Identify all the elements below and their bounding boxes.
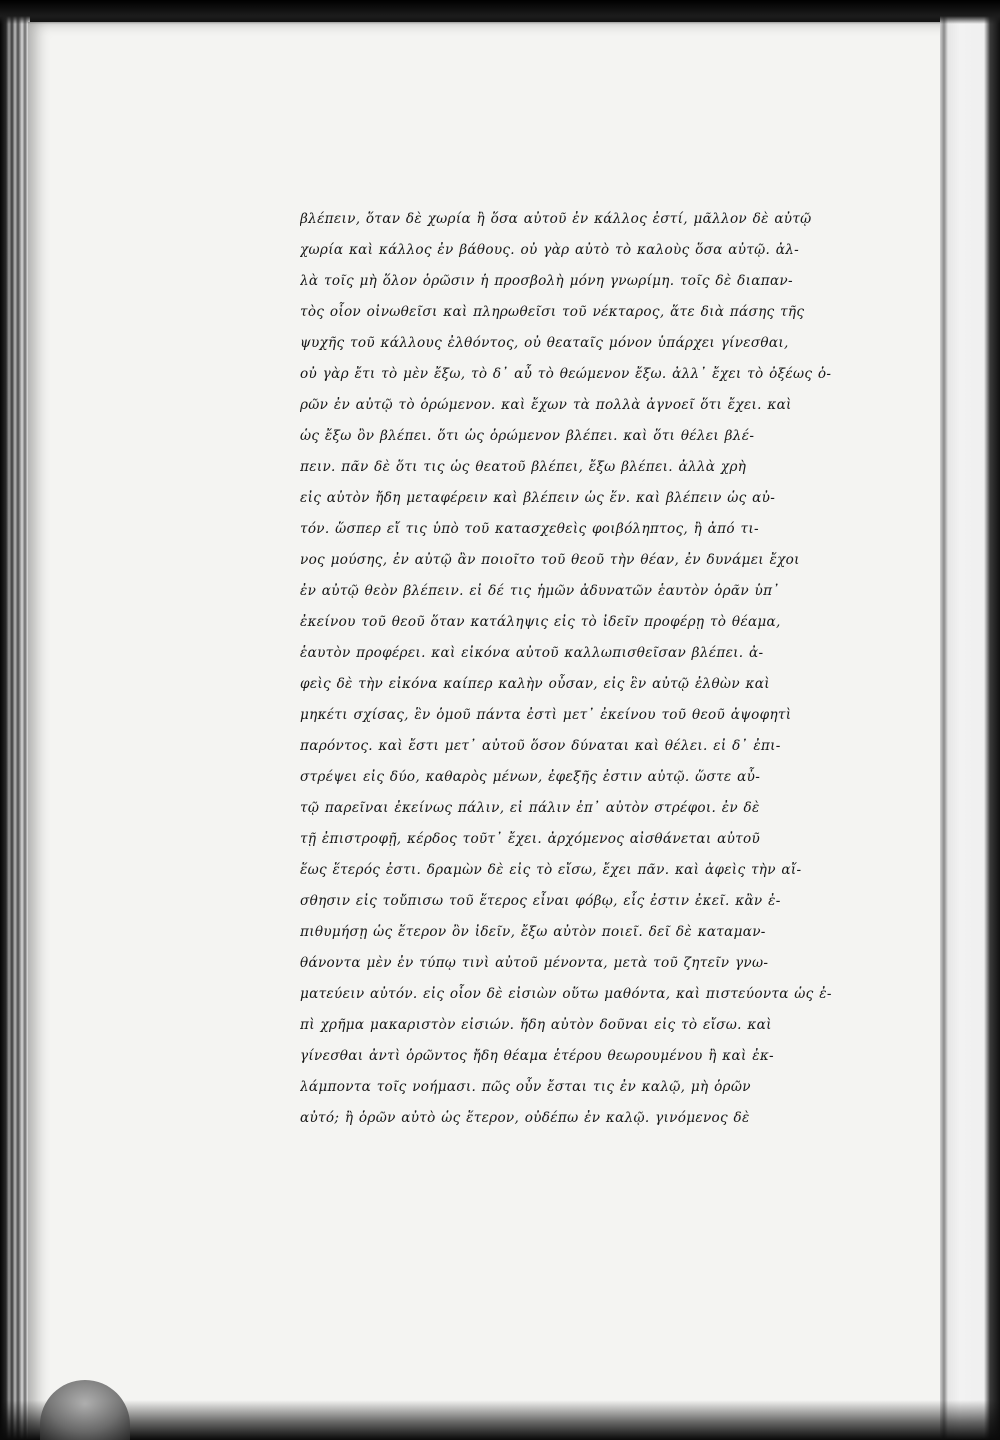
book-binding-left (0, 0, 30, 1440)
text-line: βλέπειν, ὅταν δὲ χωρία ἢ ὅσα αὐτοῦ ἐν κάλλος ἐστί, μᾶλλον δὲ αὐτῷ (300, 211, 812, 227)
text-line: οὐ γὰρ ἔτι τὸ μὲν ἔξω, τὸ δ᾽ αὖ τὸ θεώμενον ἔξω. ἀλλ᾽ ἔχει τὸ ὀξέως ὁ- (300, 366, 832, 382)
text-line: γίνεσθαι ἀντὶ ὁρῶντος ἤδη θέαμα ἑτέρου θεωρουμένου ἢ καὶ ἐκ- (300, 1048, 774, 1064)
text-line: νος μούσης, ἐν αὐτῷ ἂν ποιοῖτο τοῦ θεοῦ τὴν θέαν, ἐν δυνάμει ἔχοι (300, 552, 800, 568)
text-line: σθησιν εἰς τοὔπισω τοῦ ἕτερος εἶναι φόβῳ, εἷς ἐστιν ἐκεῖ. κἂν ἐ- (300, 893, 781, 909)
text-line: εἰς αὐτὸν ἤδη μεταφέρειν καὶ βλέπειν ὡς ἕν. καὶ βλέπειν ὡς αὐ- (300, 490, 776, 506)
text-line: λάμποντα τοῖς νοήμασι. πῶς οὖν ἔσται τις ἐν καλῷ, μὴ ὁρῶν (300, 1079, 751, 1095)
text-line: τῇ ἐπιστροφῇ, κέρδος τοῦτ᾽ ἔχει. ἀρχόμενος αἰσθάνεται αὐτοῦ (300, 831, 761, 847)
bottom-shadow (0, 1400, 1000, 1440)
handwritten-text-block (300, 204, 840, 1134)
text-line: ἐκείνου τοῦ θεοῦ ὅταν κατάληψις εἰς τὸ ἰδεῖν προφέρῃ τὸ θέαμα, (300, 614, 781, 630)
text-line: ψυχῆς τοῦ κάλλους ἐλθόντος, οὐ θεαταῖς μόνον ὑπάρχει γίνεσθαι, (300, 335, 789, 351)
text-line: χωρία καὶ κάλλος ἐν βάθους. οὐ γὰρ αὐτὸ τὸ καλοὺς ὅσα αὐτῷ. ἀλ- (300, 242, 800, 258)
text-line: λὰ τοῖς μὴ ὅλον ὁρῶσιν ἡ προσβολὴ μόνη γνωρίμη. τοῖς δὲ διαπαν- (300, 273, 793, 289)
text-line: θάνοντα μὲν ἐν τύπῳ τινὶ αὐτοῦ μένοντα, μετὰ τοῦ ζητεῖν γνω- (300, 955, 769, 971)
text-line: ὡς ἔξω ὂν βλέπει. ὅτι ὡς ὁρώμενον βλέπει. καὶ ὅτι θέλει βλέ- (300, 428, 755, 444)
text-line: στρέψει εἰς δύο, καθαρὸς μένων, ἐφεξῆς ἐστιν αὐτῷ. ὥστε αὖ- (300, 769, 761, 785)
text-line: τόν. ὥσπερ εἴ τις ὑπὸ τοῦ κατασχεθεὶς φοιβόληπτος, ἢ ἀπό τι- (300, 521, 759, 537)
text-line: ἕως ἕτερός ἐστι. δραμὼν δὲ εἰς τὸ εἴσω, ἔχει πᾶν. καὶ ἀφεὶς τὴν αἴ- (300, 862, 802, 878)
text-line: μηκέτι σχίσας, ἓν ὁμοῦ πάντα ἐστὶ μετ᾽ ἐκείνου τοῦ θεοῦ ἀψοφητὶ (300, 707, 792, 723)
text-line: πειν. πᾶν δὲ ὅτι τις ὡς θεατοῦ βλέπει, ἔξω βλέπει. ἀλλὰ χρὴ (300, 459, 747, 475)
text-line: πὶ χρῆμα μακαριστὸν εἰσιών. ἤδη αὐτὸν δοῦναι εἰς τὸ εἴσω. καὶ (300, 1017, 772, 1033)
text-line: ματεύειν αὐτόν. εἰς οἷον δὲ εἰσιὼν οὕτω μαθόντα, καὶ πιστεύοντα ὡς ἐ- (300, 986, 832, 1002)
text-line: φεὶς δὲ τὴν εἰκόνα καίπερ καλὴν οὖσαν, εἰς ἓν αὐτῷ ἐλθὼν καὶ (300, 676, 770, 692)
text-line: παρόντος. καὶ ἔστι μετ᾽ αὐτοῦ ὅσον δύναται καὶ θέλει. εἰ δ᾽ ἐπι- (300, 738, 781, 754)
text-line: ἐν αὐτῷ θεὸν βλέπειν. εἰ δέ τις ἡμῶν ἀδυνατῶν ἑαυτὸν ὁρᾶν ὑπ᾽ (300, 583, 780, 599)
text-line: αὐτό; ἢ ὁρῶν αὐτὸ ὡς ἕτερον, οὐδέπω ἐν καλῷ. γινόμενος δὲ (300, 1110, 750, 1126)
text-line: πιθυμήσῃ ὡς ἕτερον ὂν ἰδεῖν, ἔξω αὐτὸν ποιεῖ. δεῖ δὲ καταμαν- (300, 924, 766, 940)
top-shadow (0, 0, 1000, 24)
text-line: ρῶν ἐν αὐτῷ τὸ ὁρώμενον. καὶ ἔχων τὰ πολλὰ ἀγνοεῖ ὅτι ἔχει. καὶ (300, 397, 792, 413)
text-line: τὸς οἷον οἰνωθεῖσι καὶ πληρωθεῖσι τοῦ νέκταρος, ἅτε διὰ πάσης τῆς (300, 304, 805, 320)
text-line: τῷ παρεῖναι ἐκείνως πάλιν, εἰ πάλιν ἐπ᾽ αὐτὸν στρέφοι. ἐν δὲ (300, 800, 760, 816)
next-leaf-edge (940, 0, 1000, 1440)
text-line: ἑαυτὸν προφέρει. καὶ εἰκόνα αὐτοῦ καλλωπισθεῖσαν βλέπει. ἀ- (300, 645, 764, 661)
